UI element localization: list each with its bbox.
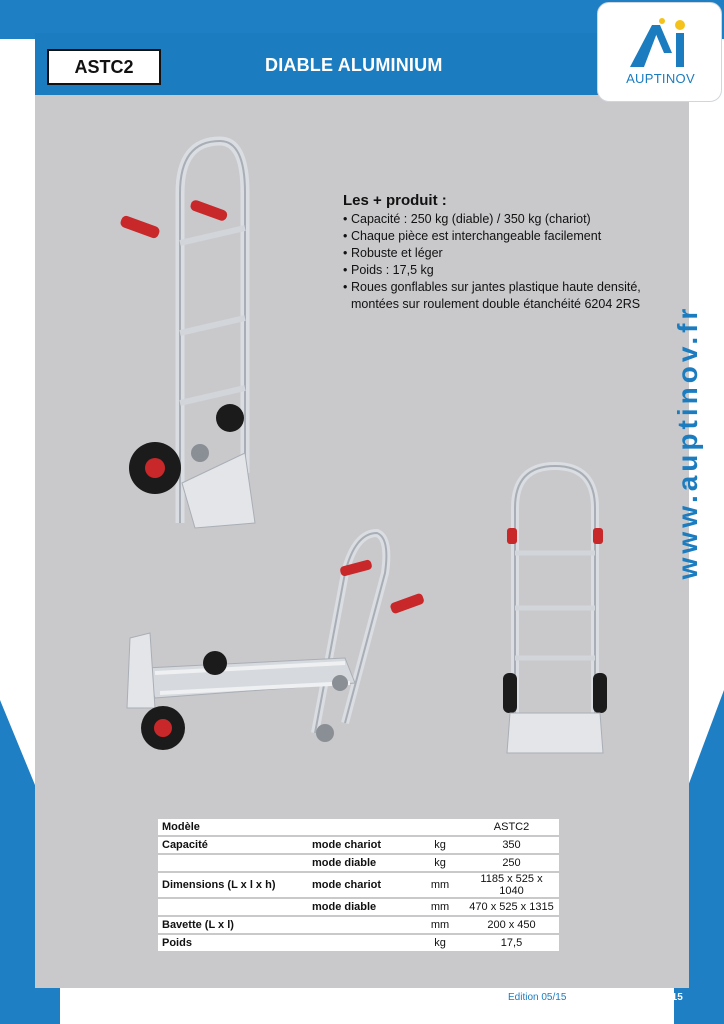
spec-cell-label: Capacité <box>158 836 308 854</box>
header-bar <box>35 33 635 95</box>
spec-cell-value: 350 <box>464 836 559 854</box>
table-row <box>158 836 559 854</box>
spec-cell-label: Bavette (L x l) <box>158 916 308 934</box>
spec-cell-value: 200 x 450 <box>464 916 559 934</box>
table-row <box>158 898 559 916</box>
list-item: • Capacité : 250 kg (diable) / 350 kg (chariot) <box>343 211 643 228</box>
model-code-box: ASTC2 <box>47 49 161 85</box>
spec-cell-label: Dimensions (L x l x h) <box>158 872 308 898</box>
footer-page-number: Page 15 <box>645 992 683 1003</box>
list-item: • Poids : 17,5 kg <box>343 262 643 279</box>
spec-cell-unit: mm <box>416 898 464 916</box>
spec-cell-label: Poids <box>158 934 308 952</box>
spec-table <box>158 819 559 953</box>
table-row <box>158 934 559 952</box>
table-row <box>158 819 559 836</box>
spec-cell-label: Modèle <box>158 819 308 836</box>
table-row <box>158 872 559 898</box>
spec-cell-unit: mm <box>416 916 464 934</box>
features-list <box>343 211 643 313</box>
logo-mark-icon <box>620 17 700 69</box>
spec-cell-unit: kg <box>416 934 464 952</box>
page-title: DIABLE ALUMINIUM <box>265 55 443 75</box>
table-row <box>158 916 559 934</box>
spec-cell-value: 470 x 525 x 1315 <box>464 898 559 916</box>
logo-brand-text: AUPTINOV <box>626 71 695 86</box>
spec-cell-unit: mm <box>416 872 464 898</box>
hand-truck-upright-photo <box>120 133 260 533</box>
spec-cell-value: 250 <box>464 854 559 872</box>
spec-cell-unit: kg <box>416 836 464 854</box>
spec-cell-mode <box>308 819 416 836</box>
features-title: Les + produit : <box>343 192 447 209</box>
product-features <box>343 192 643 313</box>
spec-cell-mode <box>308 916 416 934</box>
spec-cell-mode <box>308 934 416 952</box>
spec-cell-unit: kg <box>416 854 464 872</box>
hand-truck-cart-mode-photo <box>115 493 435 753</box>
spec-cell-value: 1185 x 525 x 1040 <box>464 872 559 898</box>
spec-cell-mode: mode chariot <box>308 872 416 898</box>
spec-cell-label <box>158 854 308 872</box>
spec-cell-unit <box>416 819 464 836</box>
list-item: • Chaque pièce est interchangeable facilement <box>343 228 643 245</box>
spec-cell-mode: mode diable <box>308 854 416 872</box>
spec-cell-mode: mode diable <box>308 898 416 916</box>
spec-cell-value: 17,5 <box>464 934 559 952</box>
spec-cell-mode: mode chariot <box>308 836 416 854</box>
spec-cell-value: ASTC2 <box>464 819 559 836</box>
spec-cell-label <box>158 898 308 916</box>
auptinov-logo <box>597 2 722 102</box>
footer-edition: Edition 05/15 <box>508 992 567 1003</box>
table-row <box>158 854 559 872</box>
list-item: • Roues gonflables sur jantes plastique haute densité, montées sur roulement double étanchéité 6204 2RS <box>343 279 643 313</box>
spec-table-body <box>158 819 559 952</box>
hand-truck-front-photo <box>495 458 615 758</box>
list-item: • Robuste et léger <box>343 245 643 262</box>
website-url-text: www.auptinov.fr <box>672 304 703 580</box>
